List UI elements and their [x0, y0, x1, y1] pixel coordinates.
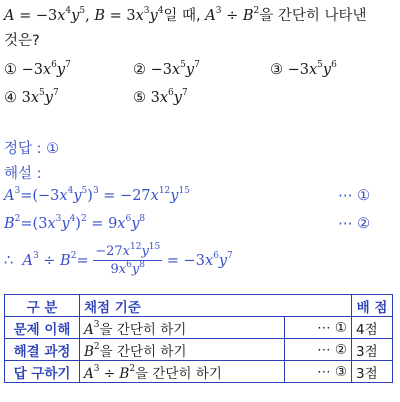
choice-5[interactable]: ⑤ $3x^6y^7$ — [133, 88, 188, 106]
solution-equation-2: $B^2=(3x^3y^4)^2 = 9x^6y^8$ — [4, 214, 146, 232]
table-header-row — [5, 295, 393, 317]
solution-equation-3: ∴ $A^3 \div B^2=$ $\frac{-27x^{12}y^{15}}{9x^6y^8}$ = $-3x^6y^7$ — [4, 241, 233, 277]
row-criterion: $A^3$을 간단히 하기 — [80, 317, 285, 339]
row-criterion: $A^3 \div B^2$을 간단히 하기 — [80, 361, 285, 383]
row-ref: ⋯ ② — [285, 339, 352, 361]
choice-3[interactable]: ③ $-3x^5y^6$ — [270, 60, 337, 78]
question-line-2: 것은? — [4, 33, 40, 49]
question-line-1: $A = -3x^4y^5$, $B = 3x^3y^4$일 때, $A^3 \div B^2$을 간단히 나타낸 — [4, 6, 367, 24]
solution-ref-1: ⋯ ① — [338, 188, 371, 204]
row-points: 4점 — [352, 317, 393, 339]
row-ref: ⋯ ③ — [285, 361, 352, 383]
scoring-table — [4, 294, 393, 383]
choice-1[interactable]: ① $-3x^6y^7$ — [4, 60, 71, 78]
row-ref: ⋯ ① — [285, 317, 352, 339]
solution-ref-2: ⋯ ② — [338, 216, 371, 232]
table-row — [5, 339, 393, 361]
solution-label: 해설 : — [4, 166, 42, 182]
row-points: 3점 — [352, 361, 393, 383]
table-row — [5, 317, 393, 339]
header-category: 구 분 — [5, 295, 80, 317]
row-category: 해결 과정 — [5, 339, 80, 361]
row-category: 문제 이해 — [5, 317, 80, 339]
solution-fraction: $\frac{-27x^{12}y^{15}}{9x^6y^8}$ — [95, 241, 161, 277]
header-criterion: 채점 기준 — [80, 295, 352, 317]
choice-2[interactable]: ② $-3x^5y^7$ — [133, 60, 200, 78]
row-category: 답 구하기 — [5, 361, 80, 383]
row-criterion: $B^2$을 간단히 하기 — [80, 339, 285, 361]
table-row — [5, 361, 393, 383]
solution-equation-1: $A^3=(-3x^4y^5)^3 = -27x^{12}y^{15}$ — [4, 186, 190, 204]
choice-4[interactable]: ④ $3x^5y^7$ — [4, 88, 59, 106]
row-points: 3점 — [352, 339, 393, 361]
header-points: 배 점 — [352, 295, 393, 317]
answer-label: 정답 : ① — [4, 141, 60, 157]
